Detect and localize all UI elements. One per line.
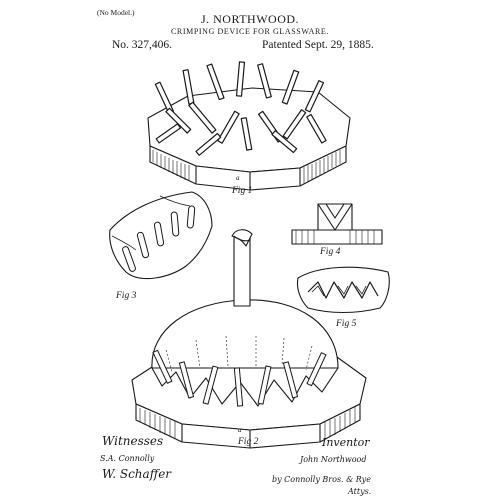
fig5-label: Fig 5 (336, 319, 357, 329)
witness-2-signature: W. Schaffer (102, 467, 172, 481)
attorney-line: by Connolly Bros. & Rye (272, 475, 371, 484)
fig2-label: Fig 2 (238, 437, 259, 447)
fig3-label: Fig 3 (116, 291, 137, 301)
fig2-ref-a: a (238, 426, 242, 434)
attorney-abbr: Attys. (348, 487, 372, 496)
fig4-label: Fig 4 (320, 247, 341, 257)
patent-number: No. 327,406. (112, 39, 173, 51)
no-model-note: (No Model.) (97, 8, 135, 17)
fig5-crimped-rim (297, 267, 389, 312)
witness-1-signature: S.A. Connolly (100, 454, 155, 463)
inventor-heading: Inventor (322, 436, 370, 449)
fig1-ref-a: a (236, 174, 240, 182)
witnesses-heading: Witnesses (102, 434, 164, 448)
fig4-section (292, 204, 382, 244)
fig1-crimping-base (148, 62, 350, 190)
fig1-label: Fig 1 (232, 186, 253, 196)
fig3-fragment (110, 192, 212, 279)
patent-title: CRIMPING DEVICE FOR GLASSWARE. (170, 27, 329, 36)
inventor-name: J. NORTHWOOD. (200, 12, 300, 26)
patent-date: Patented Sept. 29, 1885. (262, 39, 374, 51)
inventor-signature: John Northwood (300, 455, 367, 464)
